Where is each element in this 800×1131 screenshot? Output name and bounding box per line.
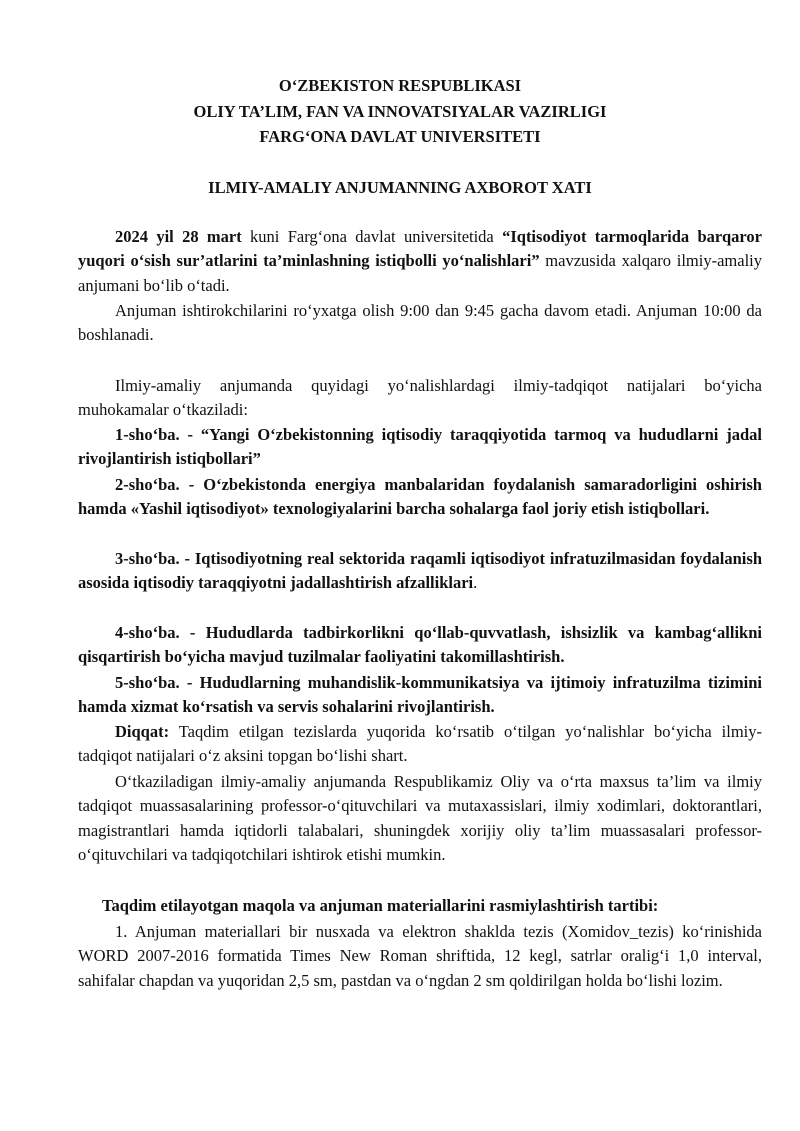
section-1: 1-sho‘ba. - “Yangi O‘zbekistonning iqtisodiy taraqqiyotida tarmoq va hududlarni jadal rivojlantirish istiqbollari” — [78, 425, 762, 469]
event-date: 2024 yil 28 mart — [115, 227, 242, 246]
header-republic: O‘ZBEKISTON RESPUBLIKASI — [278, 76, 522, 95]
event-topic: “Iqtisodiyot tarmoqlarida barqaror yuqori o‘sish sur’atlarini ta’minlashning istiqbolli yo‘nalishlari” — [78, 227, 762, 271]
rule-1: 1. Anjuman materiallari bir nusxada va elektron shaklda tezis (Xomidov_tezis) ko‘rinishida WORD 2007-2016 formatida Times New Roman shriftida, 12 kegl, satrlar oralig‘i 1,0 interval, sahifalar chapdan va yuqoridan 2,5 sm, pastdan va o‘ngdan 2 sm qoldirilgan holda bo‘lishi lozim. — [78, 922, 762, 990]
registration-paragraph: Anjuman ishtirokchilarini ro‘yxatga olish 9:00 dan 9:45 gacha davom etadi. Anjuman 10:00 da boshlanadi. — [78, 301, 762, 345]
header-ministry: OLIY TA’LIM, FAN VA INNOVATSIYALAR VAZIRLIGI — [193, 102, 607, 121]
header-university: FARG‘ONA DAVLAT UNIVERSITETI — [259, 127, 541, 146]
section-2: 2-sho‘ba. - O‘zbekistonda energiya manbalaridan foydalanish samaradorligini oshirish hamda «Yashil iqtisodiyot» texnologiyalarini barcha sohalarga faol joriy etish istiqbollari. — [78, 475, 762, 519]
attention-paragraph: Diqqat: Taqdim etilgan tezislarda yuqorida ko‘rsatib o‘tilgan yo‘nalishlar bo‘yicha ilmiy-tadqiqot natijalari o‘z aksini topgan bo‘lishi shart. — [78, 722, 762, 766]
document-title: ILMIY-AMALIY ANJUMANNING AXBOROT XATI — [208, 178, 592, 197]
section-3: 3-sho‘ba. - Iqtisodiyotning real sektorida raqamli iqtisodiyot infratuzilmasidan foydalanish asosida iqtisodiy taraqqiyotni jadallashtirish afzalliklari. — [78, 549, 762, 593]
section-5: 5-sho‘ba. - Hududlarning muhandislik-kommunikatsiya va ijtimoiy infratuzilma tizimini hamda xizmat ko‘rsatish va servis sohalarini rivojlantirish. — [78, 673, 763, 717]
rules-heading: Taqdim etilayotgan maqola va anjuman materiallarini rasmiylashtirish tartibi: — [102, 896, 659, 915]
participants-paragraph: O‘tkaziladigan ilmiy-amaliy anjumanda Respublikamiz Oliy va o‘rta maxsus ta’lim va ilmiy tadqiqot muassasalarining professor-o‘qituvchilari va mutaxassislari, ilmiy xodimlari, doktorantlari, magistrantlari hamda iqtidorli talabalari, shuningdek xorijiy oliy ta’lim muassasalari professor-o‘qituvchilari va tadqiqotchilari ishtirok etishi mumkin. — [78, 772, 762, 865]
sections-intro: Ilmiy-amaliy anjumanda quyidagi yo‘nalishlardagi ilmiy-tadqiqot natijalari bo‘yicha muhokamalar o‘tkaziladi: — [78, 376, 762, 420]
attention-label: Diqqat: — [115, 722, 170, 741]
section-4: 4-sho‘ba. - Hududlarda tadbirkorlikni qo‘llab-quvvatlash, ishsizlik va kambag‘allikni qisqartirish bo‘yicha mavjud tuzilmalar faoliyatini takomillashtirish. — [78, 623, 762, 667]
intro-paragraph: 2024 yil 28 mart kuni Farg‘ona davlat universitetida “Iqtisodiyot tarmoqlarida barqaror yuqori o‘sish sur’atlarini ta’minlashning istiqbolli yo‘nalishlari” mavzusida xalqaro ilmiy-amaliy anjumani bo‘lib o‘tadi. — [78, 227, 762, 295]
